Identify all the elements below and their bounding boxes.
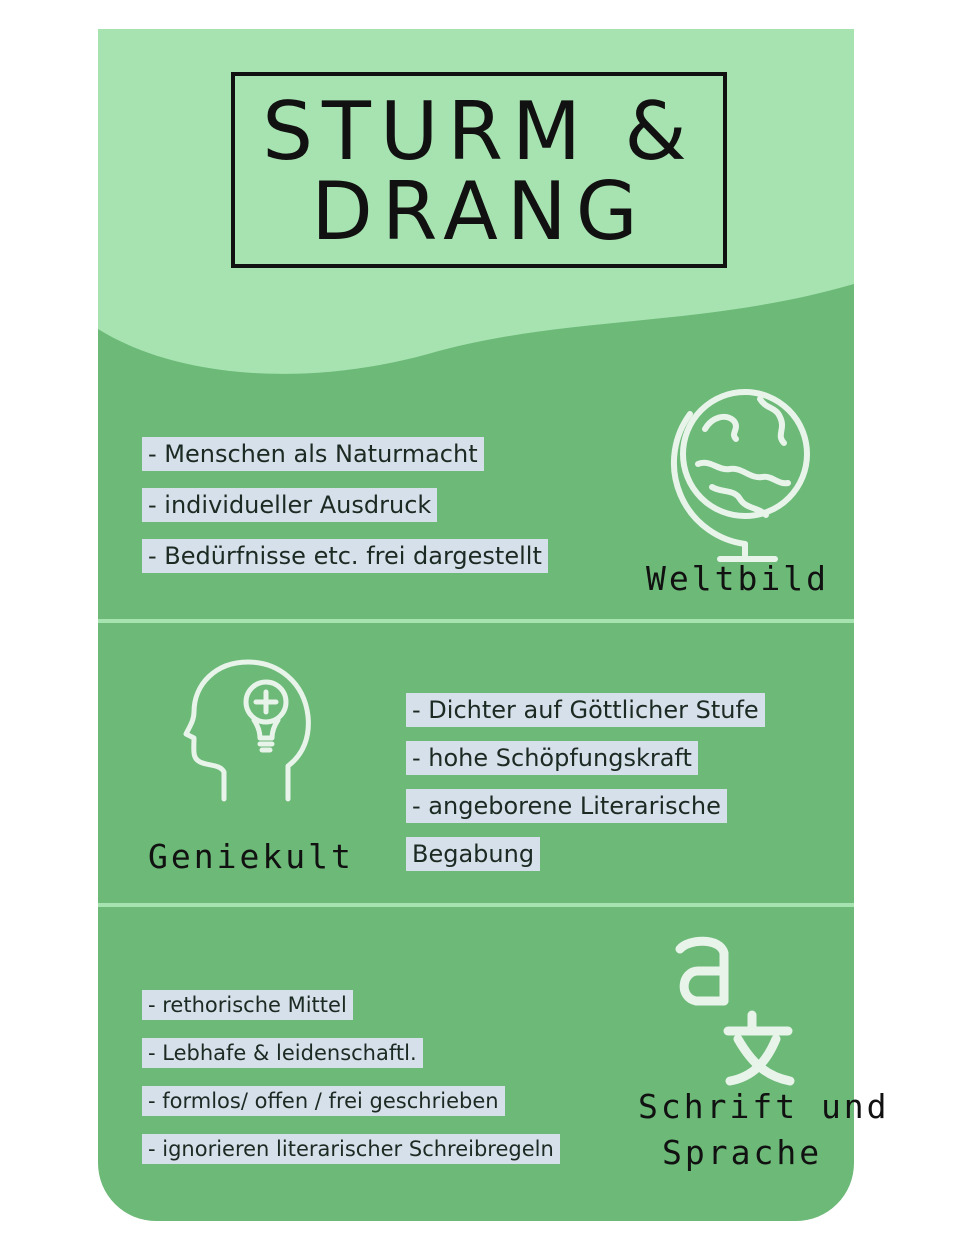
title-line-2: DRANG — [311, 165, 647, 258]
section-divider-2 — [98, 903, 854, 907]
geniekult-item-3: - angeborene Literarische — [406, 789, 727, 823]
schrift-item-3: - formlos/ offen / frei geschrieben — [142, 1086, 505, 1116]
geniekult-item-4: Begabung — [406, 837, 540, 871]
title-box — [231, 72, 727, 268]
infographic-card — [98, 29, 890, 1221]
head-lightbulb-icon — [180, 654, 320, 804]
weltbild-item-1: - Menschen als Naturmacht — [142, 437, 484, 471]
weltbild-item-3: - Bedürfnisse etc. frei dargestellt — [142, 539, 548, 573]
title-line-1: STURM & — [262, 85, 696, 178]
geniekult-label: Geniekult — [148, 837, 354, 876]
weltbild-label: Weltbild — [646, 559, 829, 598]
weltbild-item-2: - individueller Ausdruck — [142, 488, 437, 522]
geniekult-item-1: - Dichter auf Göttlicher Stufe — [406, 693, 765, 727]
geniekult-item-2: - hohe Schöpfungskraft — [406, 741, 698, 775]
globe-icon — [650, 369, 830, 569]
schrift-label-line1: Schrift und — [638, 1087, 890, 1126]
translate-icon — [668, 931, 798, 1091]
section-divider-1 — [98, 619, 854, 623]
schrift-item-4: - ignorieren literarischer Schreibregeln — [142, 1134, 560, 1164]
schrift-label-line2: Sprache — [662, 1133, 823, 1172]
schrift-item-1: - rethorische Mittel — [142, 990, 353, 1020]
schrift-item-2: - Lebhafe & leidenschaftl. — [142, 1038, 423, 1068]
